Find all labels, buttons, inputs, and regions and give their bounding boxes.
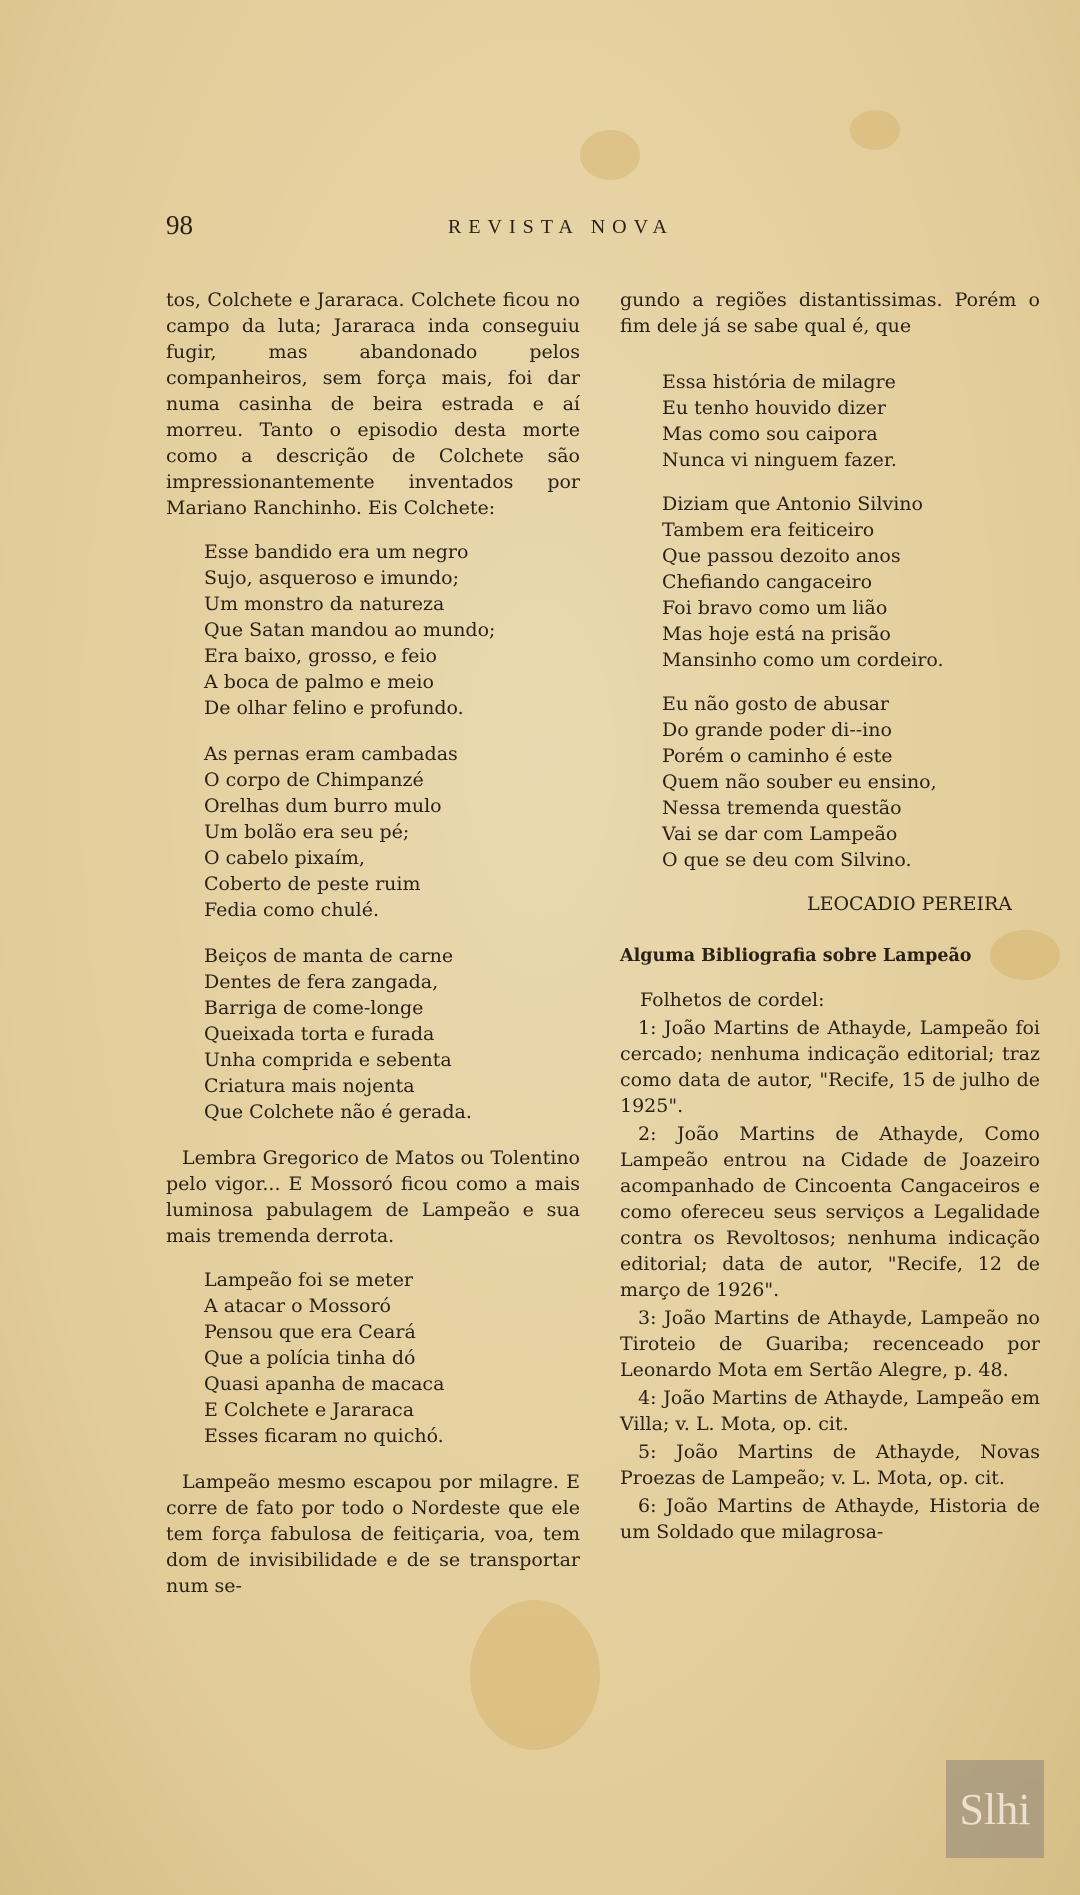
- verse-line: Mas como sou caipora: [662, 423, 878, 445]
- verse-line: Beiços de manta de carne: [204, 945, 454, 967]
- verse-line: Barriga de come-longe: [204, 997, 424, 1019]
- verse-line: Um monstro da natureza: [204, 593, 445, 615]
- verse-line: Eu tenho houvido dizer: [662, 397, 886, 419]
- verse-line: A boca de palmo e meio: [204, 671, 434, 693]
- verse-line: Pensou que era Ceará: [204, 1321, 416, 1343]
- verse-line: Quem não souber eu ensino,: [662, 771, 937, 793]
- verse-line: Que Colchete não é gerada.: [204, 1101, 472, 1123]
- verse-line: Mas hoje está na prisão: [662, 623, 891, 645]
- right-column: [620, 287, 1040, 1545]
- left-column: [166, 287, 580, 1599]
- verse-line: Vai se dar com Lampeão: [662, 823, 898, 845]
- verse-stanza: [166, 943, 580, 1125]
- bibliography-entry: 1: João Martins de Athayde, Lampeão foi cercado; nenhuma indicação editorial; traz como data de autor, "Recife, 15 de julho de 1925".: [620, 1017, 1040, 1117]
- running-title: REVISTA NOVA: [448, 216, 674, 238]
- bibliography-entry: 6: João Martins de Athayde, Historia de um Soldado que milagrosa-: [620, 1495, 1040, 1543]
- bibliography-heading: Alguma Bibliografia sobre Lampeão: [620, 946, 972, 966]
- verse-line: Lampeão foi se meter: [204, 1269, 414, 1291]
- watermark-logo: Slhi: [946, 1760, 1044, 1858]
- paragraph: Lampeão mesmo escapou por milagre. E corre de fato por todo o Nordeste que ele tem força fabulosa de feitiçaria, voa, tem dom de invisibilidade e de se transportar num se-: [166, 1471, 580, 1597]
- verse-line: A atacar o Mossoró: [204, 1295, 391, 1317]
- paragraph: gundo a regiões distantissimas. Porém o fim dele já se sabe qual é, que: [620, 289, 1040, 337]
- verse-line: Dentes de fera zangada,: [204, 971, 439, 993]
- verse-line: Que passou dezoito anos: [662, 545, 901, 567]
- bibliography-subheading: Folhetos de cordel:: [640, 989, 825, 1011]
- verse-line: Quasi apanha de macaca: [204, 1373, 445, 1395]
- verse-line: Esse bandido era um negro: [204, 541, 469, 563]
- verse-line: Orelhas dum burro mulo: [204, 795, 442, 817]
- verse-stanza: [166, 741, 580, 923]
- verse-stanza: [620, 491, 1040, 673]
- verse-line: Chefiando cangaceiro: [662, 571, 873, 593]
- bibliography-entry: 2: João Martins de Athayde, Como Lampeão entrou na Cidade de Joazeiro acompanhado de Cincoenta Cangaceiros e como ofereceu seus serviços a Legalidade contra os Revoltosos; nenhuma indicação editorial; data de autor, "Recife, 12 de março de 1926".: [620, 1123, 1040, 1301]
- verse-stanza: [166, 1267, 580, 1449]
- verse-line: Sujo, asqueroso e imundo;: [204, 567, 459, 589]
- verse-line: Mansinho como um cordeiro.: [662, 649, 944, 671]
- paragraph: Lembra Gregorico de Matos ou Tolentino pelo vigor... E Mossoró ficou como a mais luminosa pabulagem de Lampeão e sua mais tremenda derrota.: [166, 1147, 580, 1247]
- paragraph: tos, Colchete e Jararaca. Colchete ficou no campo da luta; Jararaca inda conseguiu fugir, mas abandonado pelos companheiros, sem força mais, foi dar numa casinha de beira estrada e aí morreu. Tanto o episodio desta morte como a descrição de Colchete são impressionantemente inventados por Mariano Ranchinho. Eis Colchete:: [166, 289, 580, 519]
- verse-line: Fedia como chulé.: [204, 899, 380, 921]
- verse-line: Nessa tremenda questão: [662, 797, 902, 819]
- bibliography-entry: 4: João Martins de Athayde, Lampeão em Villa; v. L. Mota, op. cit.: [620, 1387, 1040, 1435]
- verse-line: Nunca vi ninguem fazer.: [662, 449, 897, 471]
- verse-line: O corpo de Chimpanzé: [204, 769, 424, 791]
- verse-line: Era baixo, grosso, e feio: [204, 645, 437, 667]
- verse-line: Que Satan mandou ao mundo;: [204, 619, 496, 641]
- bibliography-entry: 3: João Martins de Athayde, Lampeão no Tiroteio de Guariba; recenceado por Leonardo Mota em Sertão Alegre, p. 48.: [620, 1307, 1040, 1381]
- verse-line: Diziam que Antonio Silvino: [662, 493, 923, 515]
- verse-line: O cabelo pixaím,: [204, 847, 365, 869]
- verse-line: Do grande poder di--ino: [662, 719, 892, 741]
- verse-line: Unha comprida e sebenta: [204, 1049, 452, 1071]
- verse-line: O que se deu com Silvino.: [662, 849, 912, 871]
- verse-line: Foi bravo como um lião: [662, 597, 888, 619]
- verse-line: Um bolão era seu pé;: [204, 821, 410, 843]
- verse-line: Queixada torta e furada: [204, 1023, 435, 1045]
- verse-line: Tambem era feiticeiro: [662, 519, 875, 541]
- verse-line: As pernas eram cambadas: [204, 743, 458, 765]
- verse-line: Coberto de peste ruim: [204, 873, 421, 895]
- verse-stanza: [620, 369, 1040, 473]
- verse-line: E Colchete e Jararaca: [204, 1399, 415, 1421]
- page-number: 98: [166, 210, 193, 240]
- verse-line: Porém o caminho é este: [662, 745, 893, 767]
- verse-line: Criatura mais nojenta: [204, 1075, 415, 1097]
- bibliography-entry: 5: João Martins de Athayde, Novas Proezas de Lampeão; v. L. Mota, op. cit.: [620, 1441, 1040, 1489]
- verse-line: Eu não gosto de abusar: [662, 693, 889, 715]
- verse-line: De olhar felino e profundo.: [204, 697, 464, 719]
- verse-line: Esses ficaram no quichó.: [204, 1425, 444, 1447]
- verse-line: Que a polícia tinha dó: [204, 1347, 416, 1369]
- verse-line: Essa história de milagre: [662, 371, 896, 393]
- verse-stanza: [620, 691, 1040, 873]
- verse-stanza: [166, 539, 580, 721]
- author-signature: LEOCADIO PEREIRA: [806, 893, 1012, 915]
